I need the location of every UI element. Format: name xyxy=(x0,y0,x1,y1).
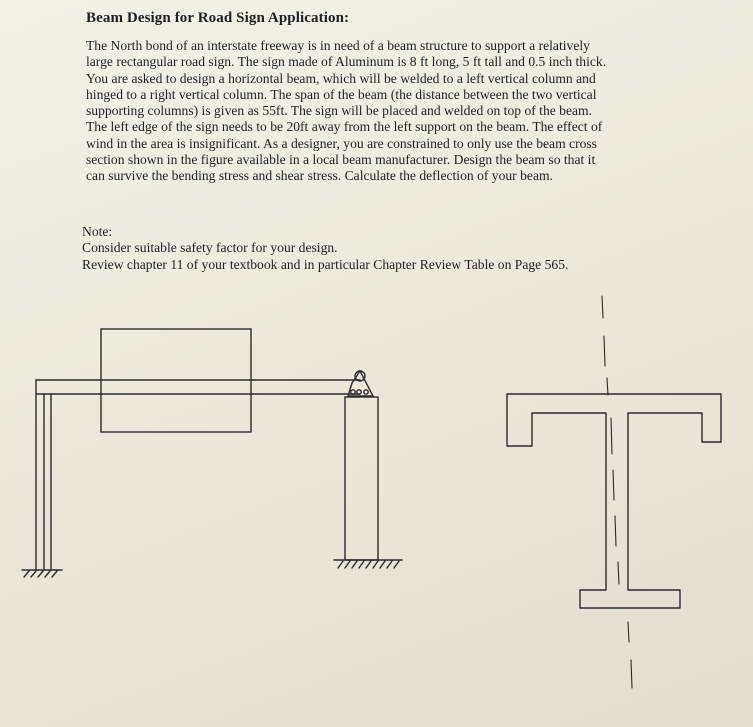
note-line: Review chapter 11 of your textbook and in particular Chapter Review Table on Page 565. xyxy=(82,256,569,272)
paragraph-line: can survive the bending stress and shear stress. Calculate the deflection of your beam. xyxy=(86,168,553,184)
note-line: Consider suitable safety factor for your design. xyxy=(82,240,338,256)
section-outline xyxy=(507,394,721,608)
paragraph-line: You are asked to design a horizontal beam, which will be welded to a left vertical column and xyxy=(86,70,596,86)
paragraph-line: wind in the area is insignificant. As a designer, you are constrained to only use the beam cross xyxy=(86,135,597,151)
paragraph-line: hinged to a right vertical column. The span of the beam (the distance between the two vertical xyxy=(86,86,597,102)
paragraph-line: large rectangular road sign. The sign made of Aluminum is 8 ft long, 5 ft tall and 0.5 inch thick. xyxy=(86,54,607,70)
paragraph-line: The left edge of the sign needs to be 20ft away from the left support on the beam. The effect of xyxy=(86,119,603,135)
note-heading: Note: xyxy=(82,224,113,239)
paragraph-line: section shown in the figure available in a local beam manufacturer. Design the beam so that it xyxy=(86,152,596,168)
document-title: Beam Design for Road Sign Application: xyxy=(86,10,350,26)
paragraph-line: supporting columns) is given as 55ft. The sign will be placed and welded on top of the beam. xyxy=(86,103,593,119)
paragraph-line: The North bond of an interstate freeway is in need of a beam structure to support a relatively xyxy=(86,38,590,53)
